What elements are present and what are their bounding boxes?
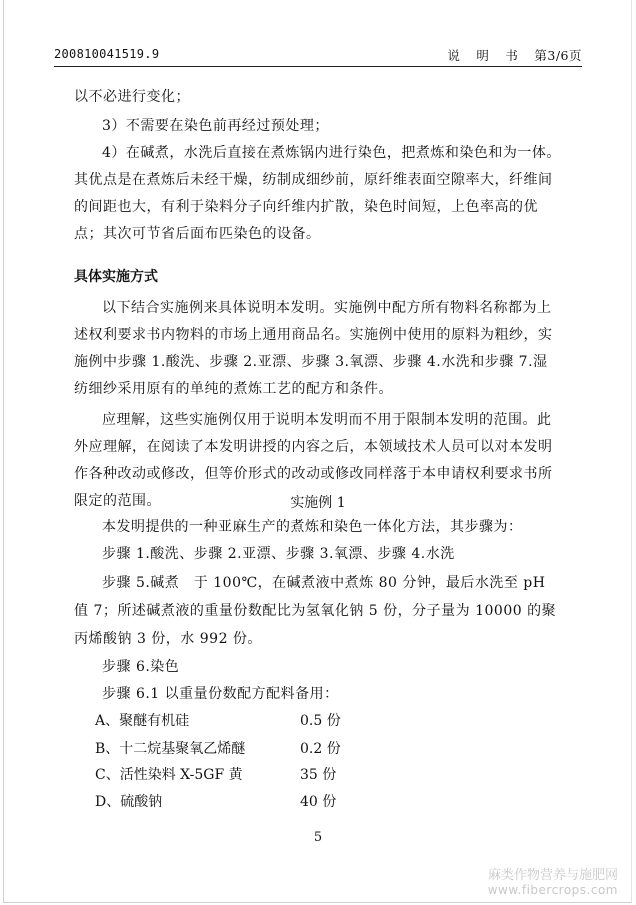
example-title: 实施例 1 — [290, 495, 346, 511]
ingredient-qty: 0.5 份 — [300, 713, 341, 729]
paragraph-6: 本发明提供的一种亚麻生产的煮炼和染色一体化方法，其步骤为： — [102, 519, 523, 535]
paragraph-8: 步骤 5.碱煮 于 100℃，在碱煮液中煮炼 80 分钟，最后水洗至 pH 值 7；所述碱煮液的重量份数配比为氢氧化钠 5 份，分子量为 10000 的聚丙烯酸钠 3 份，水 992 份。 — [74, 575, 557, 647]
ingredient-name: D、硫酸钠 — [95, 794, 163, 810]
page-number: 5 — [313, 830, 323, 845]
paragraph-4: 以下结合实施例来具体说明本发明。实施例中配方所有物料名称都为上述权利要求书内物料的市场上通用商品名。实施例中使用的原料为粗纱，实施例中步骤 1.酸洗、步骤 2.亚漂、步骤 3.氧漂、步骤 4.水洗和步骤 7.湿纺细纱采用原有的单纯的煮炼工艺的配方和条件。 — [74, 300, 553, 397]
header-page-of: 第3/6页 — [534, 48, 582, 63]
paragraph-7: 步骤 1.酸洗、步骤 2.亚漂、步骤 3.氧漂、步骤 4.水洗 — [102, 546, 455, 562]
ingredient-qty: 0.2 份 — [300, 741, 341, 757]
ingredient-name: C、活性染料 X-5GF 黄 — [95, 767, 243, 783]
paragraph-1: 以不必进行变化； — [74, 89, 190, 105]
page-header — [54, 44, 582, 64]
paragraph-5: 应理解，这些实施例仅用于说明本发明而不用于限制本发明的范围。此外应理解，在阅读了本发明讲授的内容之后，本领域技术人员可以对本发明作各种改动或修改，但等价形式的改动或修改同样落于本申请权利要求书所限定的范围。 — [74, 412, 553, 509]
paragraph-2: 3）不需要在染色前再经过预处理； — [102, 118, 329, 134]
ingredient-name: A、聚醚有机硅 — [95, 713, 190, 729]
header-title-and-page — [447, 46, 582, 64]
paragraph-10: 步骤 6.1 以重量份数配方配料备用： — [102, 686, 339, 702]
watermark-text: 麻类作物营养与施肥网 — [487, 868, 618, 883]
watermark — [488, 868, 618, 898]
ingredient-row — [95, 710, 455, 730]
document-number: 200810041519.9 — [54, 47, 160, 61]
ingredient-row — [95, 791, 455, 811]
watermark-url: www.fibercrops.com — [487, 883, 618, 897]
paragraph-3: 4）在碱煮，水洗后直接在煮炼锅内进行染色，把煮炼和染色和为一体。其优点是在煮炼后未经干燥，纺制成细纱前，原纤维表面空隙率大，纤维间的间距也大，有利于染料分子向纤维内扩散，染色时间短，上色率高的优点；其次可节省后面布匹染色的设备。 — [74, 145, 561, 242]
ingredient-qty: 35 份 — [300, 767, 337, 783]
ingredient-name: B、十二烷基聚氧乙烯醚 — [95, 741, 246, 757]
ingredient-row — [95, 738, 455, 758]
ingredient-qty: 40 份 — [300, 794, 337, 810]
header-rule — [54, 66, 582, 67]
header-title: 说 明 书 — [447, 48, 520, 63]
section-heading: 具体实施方式 — [74, 269, 158, 285]
ingredient-row — [95, 764, 455, 784]
paragraph-9: 步骤 6.染色 — [102, 659, 180, 675]
